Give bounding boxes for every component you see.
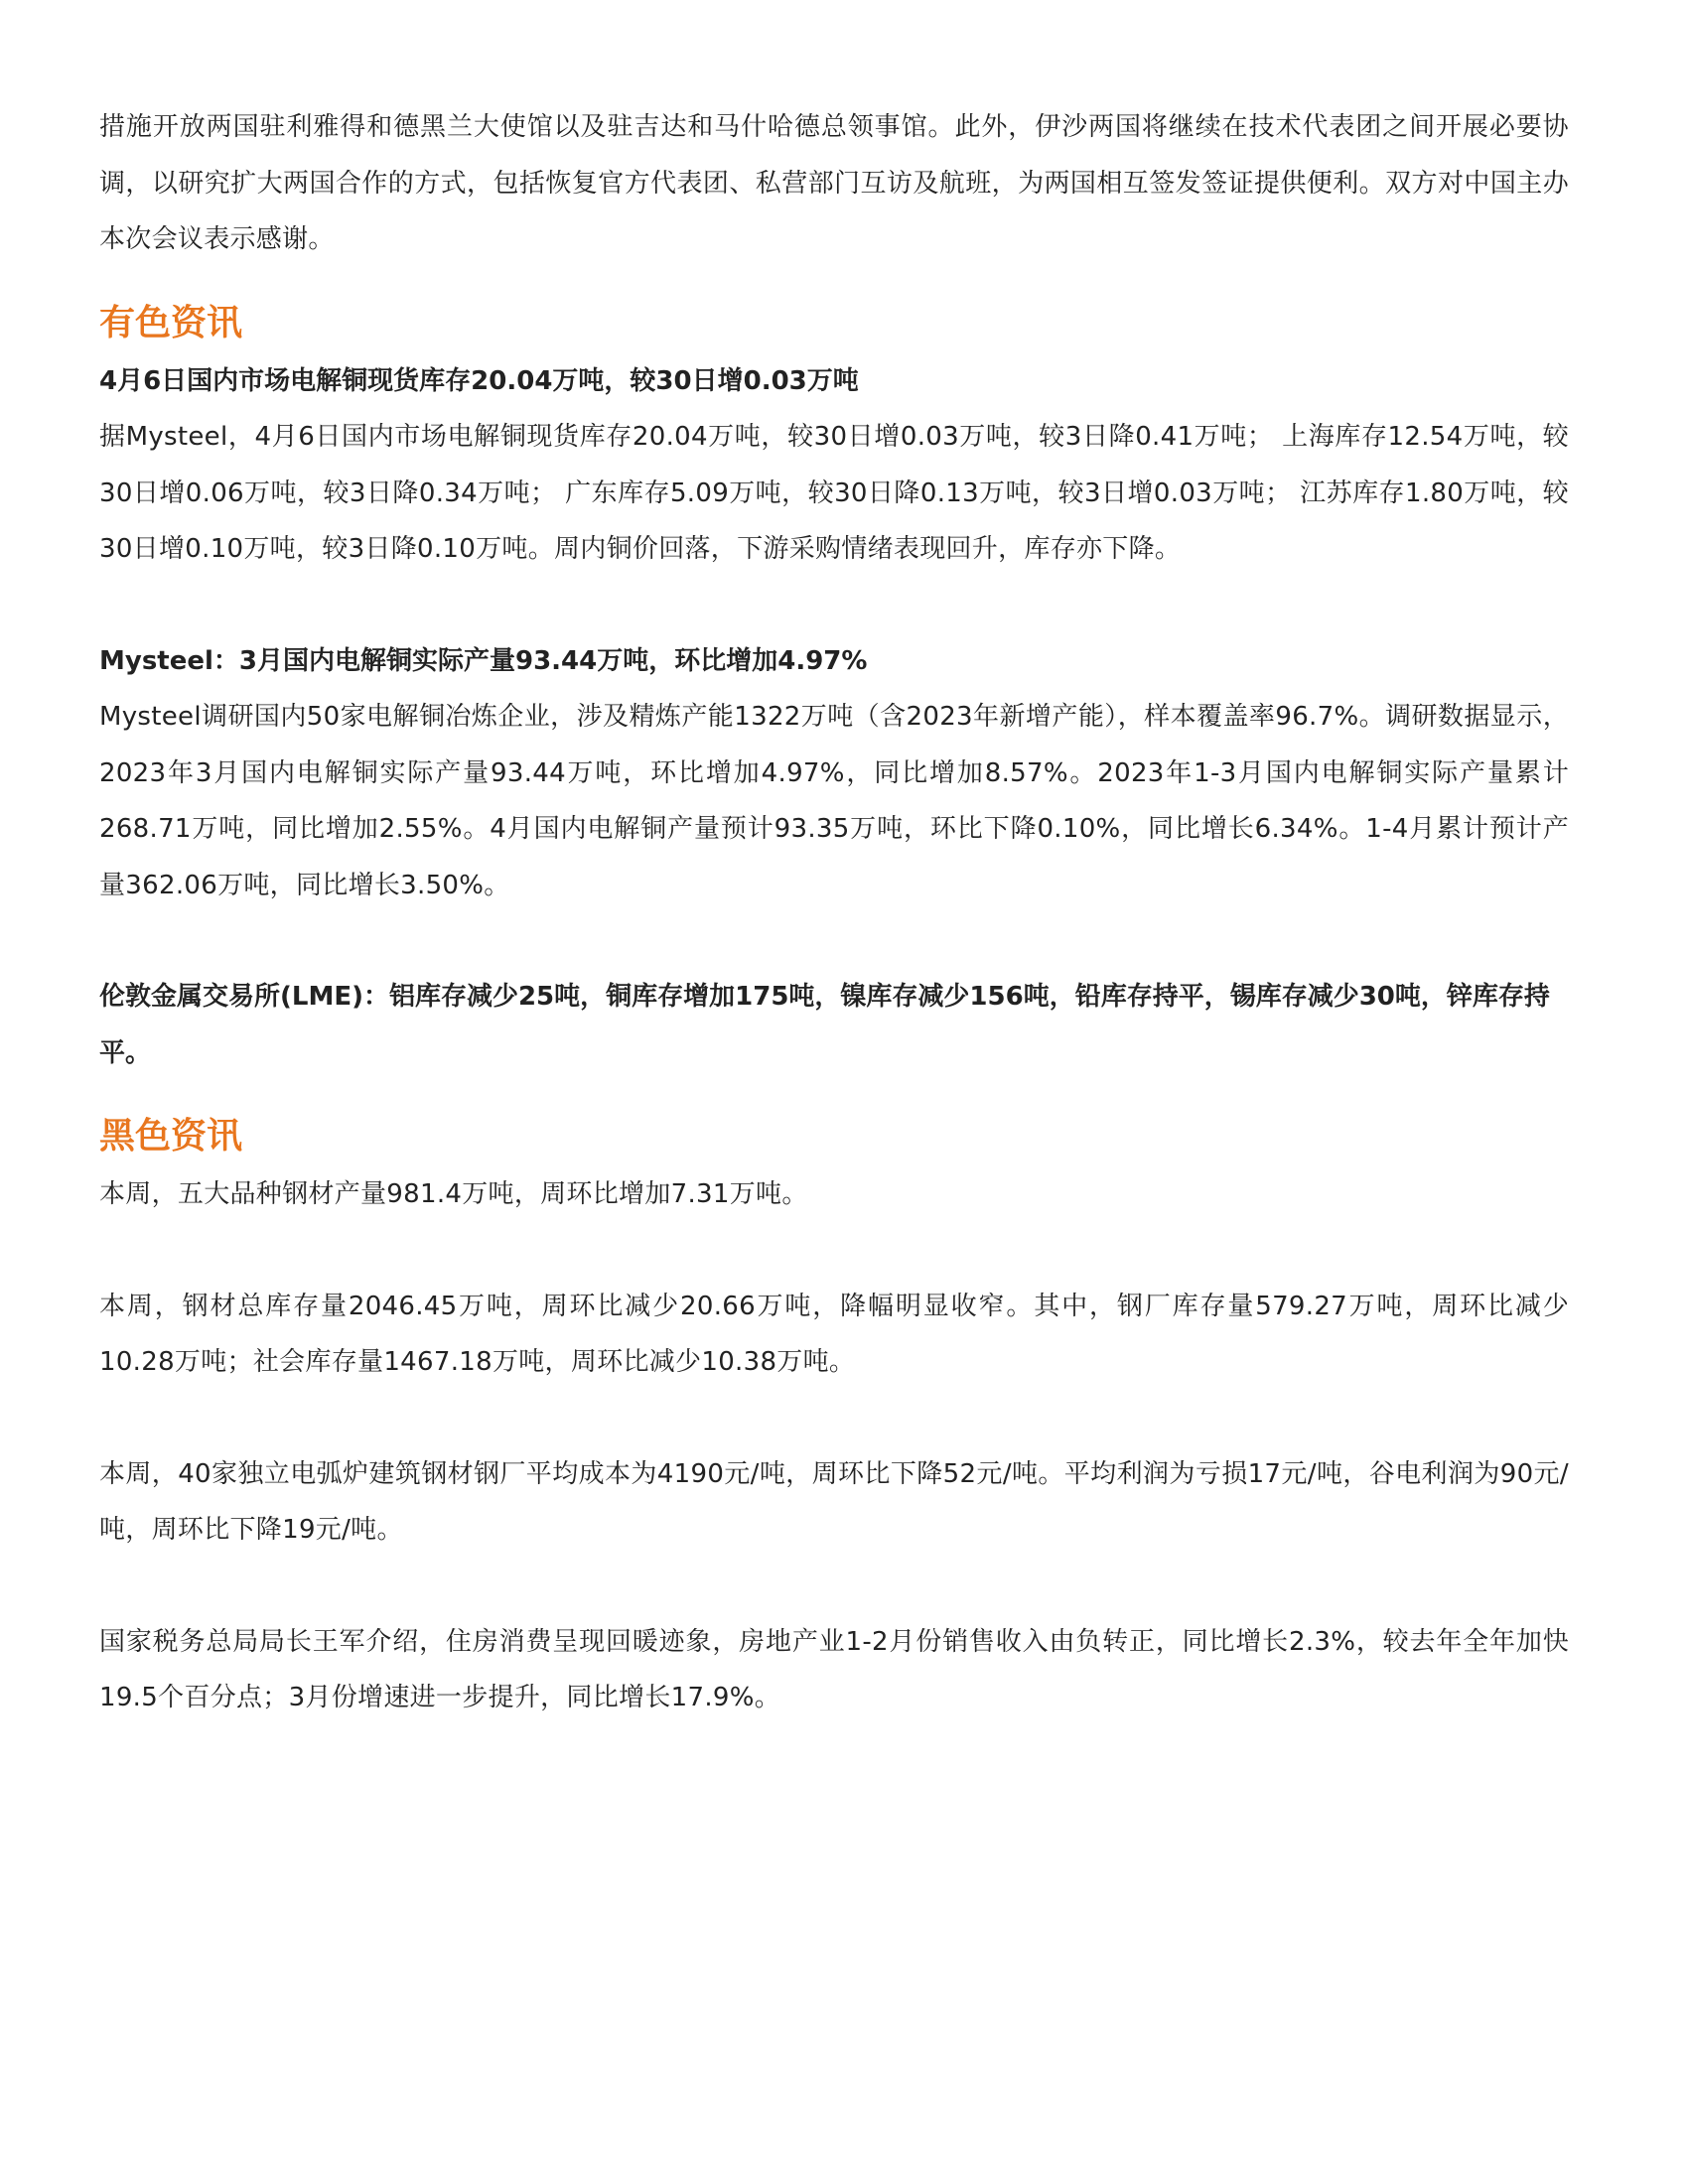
spacer <box>99 913 1569 969</box>
copper-inventory-body: 据Mysteel，4月6日国内市场电解铜现货库存20.04万吨，较30日增0.03万吨，较3日降0.41万吨； 上海库存12.54万吨，较30日增0.06万吨，较3日降0.34万吨； 广东库存5.09万吨，较30日降0.13万吨，较3日增0.03万吨； 江苏库存1.80万吨，较30日增0.10万吨，较3日降0.10万吨。周内铜价回落，下游采购情绪表现回升，库存亦下降。 <box>99 422 1569 564</box>
document-page <box>99 99 1569 1726</box>
steel-output-paragraph: 本周，五大品种钢材产量981.4万吨，周环比增加7.31万吨。 <box>99 1179 808 1209</box>
copper-inventory-title: 4月6日国内市场电解铜现货库存20.04万吨，较30日增0.03万吨 <box>99 365 859 396</box>
spacer <box>99 1081 1569 1107</box>
spacer <box>99 268 1569 294</box>
housing-consumption-paragraph: 国家税务总局局长王军介绍，住房消费呈现回暖迹象，房地产业1-2月份销售收入由负转正，同比增长2.3%，较去年全年加快19.5个百分点；3月份增速进一步提升，同比增长17.9%。 <box>99 1626 1569 1712</box>
ferrous-section-heading: 黑色资讯 <box>99 1116 243 1157</box>
spacer <box>99 578 1569 633</box>
copper-production-body: Mysteel调研国内50家电解铜冶炼企业，涉及精炼产能1322万吨（含2023年新增产能），样本覆盖率96.7%。调研数据显示，2023年3月国内电解铜实际产量93.44万吨，环比增加4.97%，同比增加8.57%。2023年1-3月国内电解铜实际产量累计268.71万吨，同比增加2.55%。4月国内电解铜产量预计93.35万吨，环比下降0.10%，同比增长6.34%。1-4月累计预计产量362.06万吨，同比增长3.50%。 <box>99 702 1569 900</box>
eaf-cost-paragraph: 本周，40家独立电弧炉建筑钢材钢厂平均成本为4190元/吨，周环比下降52元/吨。平均利润为亏损17元/吨，谷电利润为90元/吨，周环比下降19元/吨。 <box>99 1458 1569 1545</box>
spacer <box>99 1391 1569 1446</box>
spacer <box>99 1223 1569 1279</box>
nonferrous-section-heading: 有色资讯 <box>99 302 243 343</box>
steel-inventory-paragraph: 本周，钢材总库存量2046.45万吨，周环比减少20.66万吨，降幅明显收窄。其中，钢厂库存量579.27万吨，周环比减少10.28万吨；社会库存量1467.18万吨，周环比减少10.38万吨。 <box>99 1291 1569 1377</box>
spacer <box>99 1559 1569 1614</box>
intro-paragraph: 措施开放两国驻利雅得和德黑兰大使馆以及驻吉达和马什哈德总领事馆。此外，伊沙两国将继续在技术代表团之间开展必要协调，以研究扩大两国合作的方式，包括恢复官方代表团、私营部门互访及航班，为两国相互签发签证提供便利。双方对中国主办本次会议表示感谢。 <box>99 112 1569 254</box>
copper-production-title: Mysteel：3月国内电解铜实际产量93.44万吨，环比增加4.97% <box>99 645 868 676</box>
lme-inventory-paragraph: 伦敦金属交易所(LME)：铝库存减少25吨，铜库存增加175吨，镍库存减少156吨，铅库存持平，锡库存减少30吨，锌库存持平。 <box>99 982 1550 1068</box>
